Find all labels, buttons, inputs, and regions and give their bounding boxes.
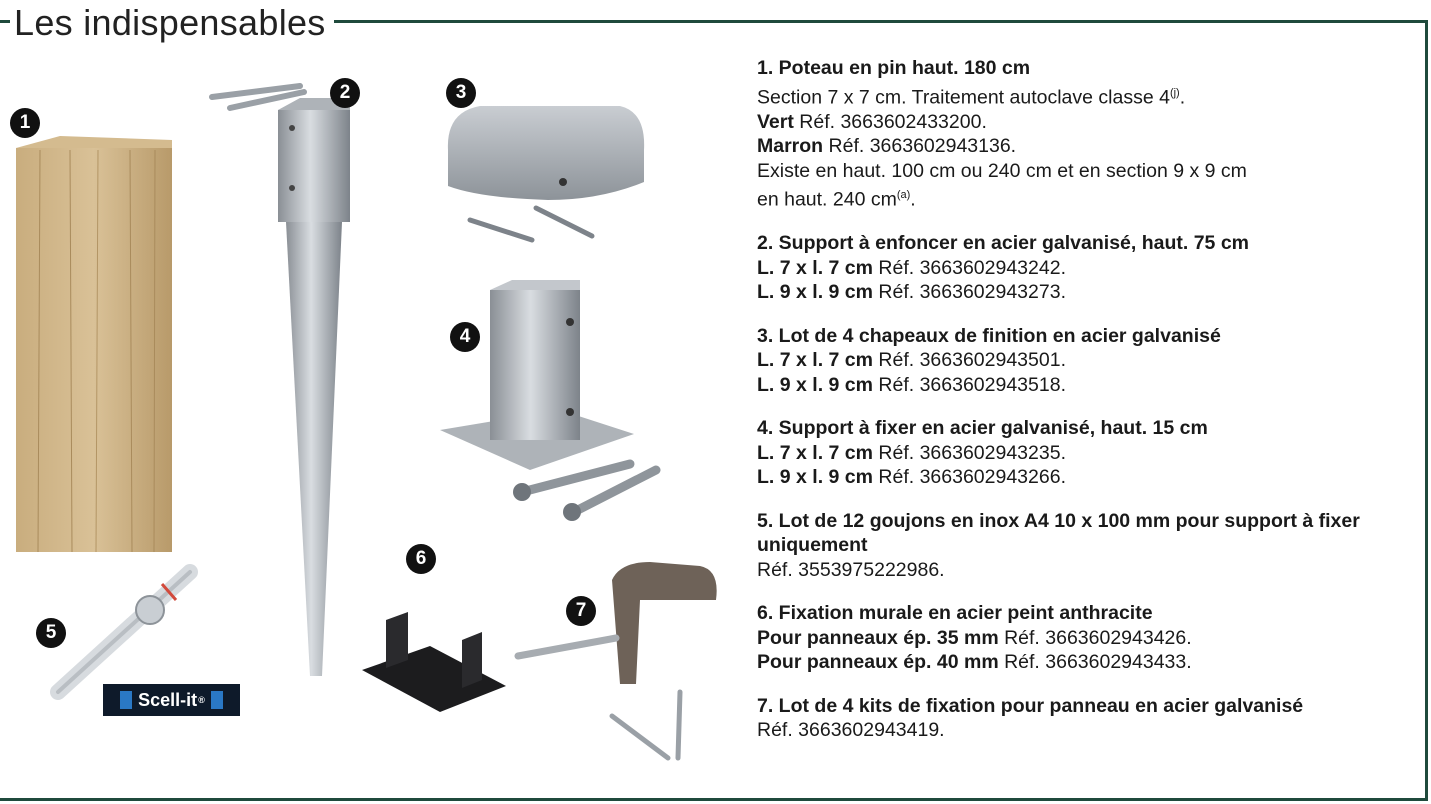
product-detail-line (757, 718, 1397, 743)
detail-footnote: (j) (1169, 86, 1180, 99)
detail-emphasis: L. 9 x l. 9 cm (757, 281, 873, 303)
brand-square-icon (211, 691, 223, 709)
product-title: 1. Poteau en pin haut. 180 cm (757, 57, 1031, 79)
product-item-3 (757, 324, 1397, 398)
detail-emphasis: L. 7 x l. 7 cm (757, 349, 873, 371)
product-detail-line (757, 110, 1397, 135)
detail-text: Réf. 3663602943518. (872, 373, 1066, 396)
drive-in-support-image (212, 86, 350, 676)
detail-footnote: (a) (896, 189, 911, 201)
brand-mark: ® (198, 695, 205, 705)
product-detail-line (757, 159, 1397, 184)
detail-text: Existe en haut. 100 cm ou 240 cm et en section 9 x 9 cm (757, 159, 1247, 182)
detail-text: Réf. 3663602943242. (872, 256, 1066, 279)
wooden-post-image (16, 136, 172, 552)
detail-text: en haut. 240 cm (757, 188, 897, 211)
detail-text: Réf. 3663602943433. (998, 651, 1192, 673)
detail-text: Réf. 3663602943266. (872, 466, 1066, 488)
product-title: 3. Lot de 4 chapeaux de finition en acier galvanisé (757, 324, 1221, 347)
product-item-4 (757, 416, 1397, 490)
badge-1: 1 (10, 108, 40, 138)
detail-emphasis: Pour panneaux ép. 35 mm (757, 626, 999, 649)
detail-text: Réf. 3663602943426. (998, 626, 1192, 649)
product-detail-line (757, 441, 1397, 466)
product-title: 7. Lot de 4 kits de fixation pour panneau en acier galvanisé (757, 694, 1304, 717)
product-item-1 (757, 56, 1397, 212)
angle-bracket-image (518, 562, 717, 758)
product-detail-line (757, 280, 1397, 305)
product-item-5 (757, 509, 1397, 583)
detail-text: Réf. 3663602943136. (823, 135, 1017, 157)
badge-4: 4 (450, 322, 480, 352)
product-detail-line: Section 7 x 7 cm. Traitement autoclave classe 4$^{(j)}$. (757, 86, 1186, 108)
product-item-6 (757, 601, 1397, 675)
product-detail-line (757, 256, 1397, 281)
product-title: 6. Fixation murale en acier peint anthracite (757, 602, 1153, 624)
product-list (757, 56, 1397, 762)
product-detail-line (757, 348, 1397, 373)
detail-emphasis: Marron (757, 135, 824, 157)
product-title: 4. Support à fixer en acier galvanisé, haut. 15 cm (757, 417, 1208, 439)
brand-label: Scell-it (138, 689, 198, 710)
product-detail-line (757, 626, 1397, 651)
product-item-2 (757, 231, 1397, 305)
detail-emphasis: L. 7 x l. 7 cm (757, 256, 873, 279)
detail-text: Réf. 3663602943273. (872, 281, 1066, 303)
detail-text: Réf. 3663602433200. (793, 110, 987, 133)
detail-text: Réf. 3553975222986. (757, 558, 945, 581)
detail-emphasis: L. 9 x l. 9 cm (757, 373, 873, 396)
detail-text: Réf. 3663602943419. (757, 719, 945, 741)
badge-7: 7 (566, 596, 596, 626)
brand-logo (103, 684, 240, 716)
badge-3: 3 (446, 78, 476, 108)
product-title: 2. Support à enfoncer en acier galvanisé, haut. 75 cm (757, 232, 1250, 254)
detail-emphasis: Vert (757, 110, 794, 133)
bolt-down-support-image (440, 280, 656, 521)
product-detail-line (757, 650, 1397, 675)
detail-emphasis: L. 7 x l. 7 cm (757, 441, 873, 464)
detail-text: Réf. 3663602943235. (872, 441, 1066, 464)
detail-emphasis: L. 9 x l. 9 cm (757, 466, 873, 488)
detail-emphasis: Pour panneaux ép. 40 mm (757, 651, 999, 673)
product-detail-line (757, 373, 1397, 398)
product-detail-line (757, 134, 1397, 159)
post-cap-image (448, 106, 644, 240)
product-title: 5. Lot de 12 goujons en inox A4 10 x 100 mm pour support à fixer uniquement (757, 509, 1360, 556)
product-item-7 (757, 694, 1397, 743)
badge-5: 5 (36, 618, 66, 648)
badge-6: 6 (406, 544, 436, 574)
anchor-bolt-image (58, 572, 190, 692)
wall-bracket-image (362, 612, 506, 712)
detail-text: Réf. 3663602943501. (872, 349, 1066, 371)
detail-text: Section 7 x 7 cm. Traitement autoclave classe 4 (757, 86, 1170, 108)
product-detail-line: en haut. 240 $cm^{(a)}$. (757, 188, 916, 211)
section-title: Les indispensables (10, 2, 334, 44)
product-detail-line (757, 465, 1397, 490)
product-detail-line (757, 558, 1397, 583)
brand-square-icon (120, 691, 132, 709)
badge-2: 2 (330, 78, 360, 108)
